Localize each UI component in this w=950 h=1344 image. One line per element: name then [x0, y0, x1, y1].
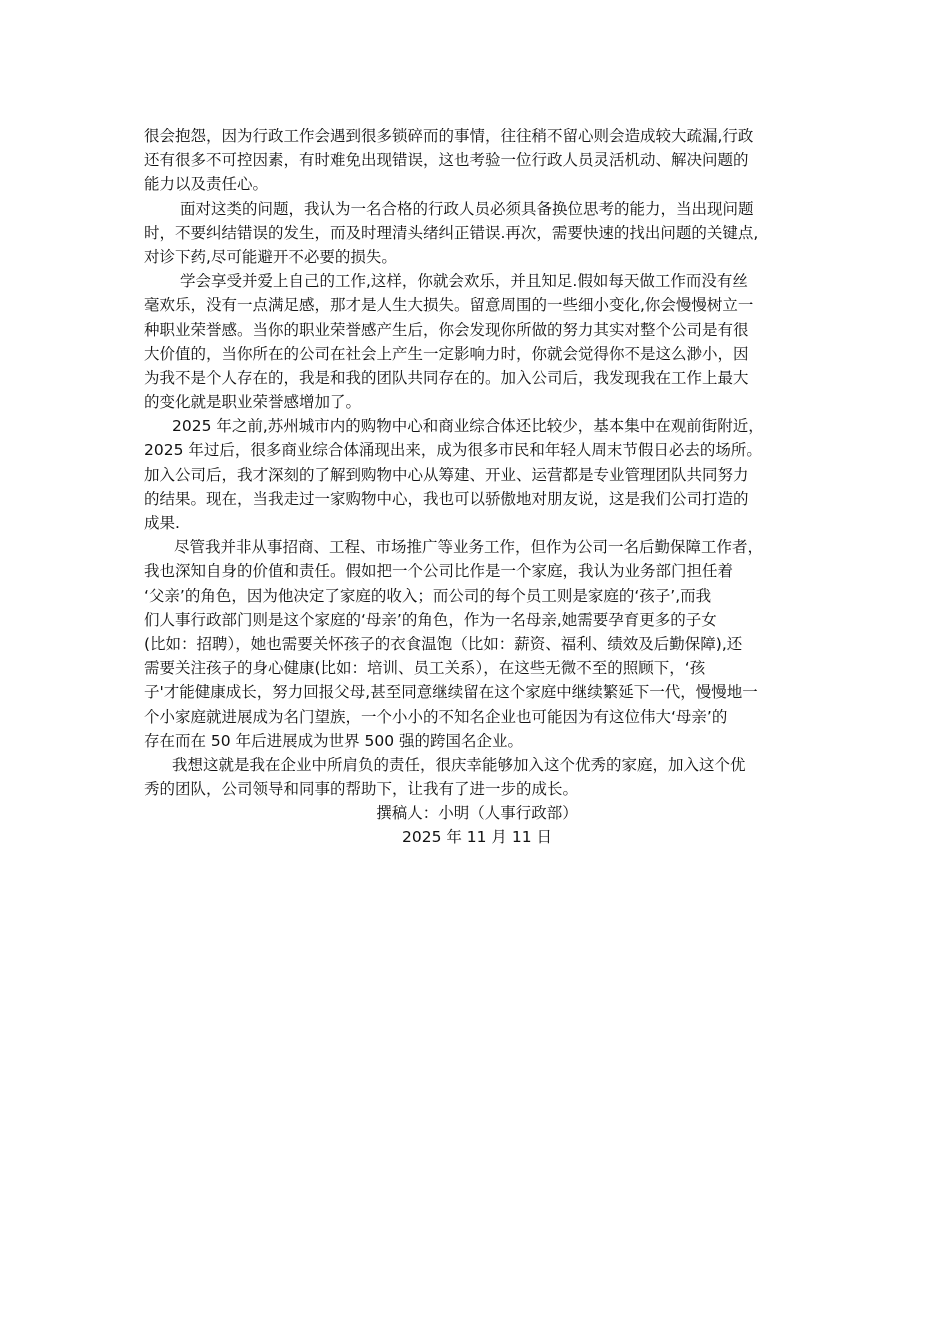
text-line: ‘父亲’的角色，因为他决定了家庭的收入；而公司的每个员工则是家庭的‘孩子’,而我 [144, 586, 712, 605]
text-line: 很会抱怨，因为行政工作会遇到很多锁碎而的事情，往往稍不留心则会造成较大疏漏,行政 [144, 127, 754, 145]
text-line: 个小家庭就进展成为名门望族，一个小小的不知名企业也可能因为有这位伟大‘母亲’的 [144, 707, 728, 726]
paragraph-first-line: 学会享受并爱上自己的工作,这样，你就会欢乐，并且知足.假如每天做工作而没有丝 [180, 272, 748, 291]
text-line: 子'才能健康成长，努力回报父母,甚至同意继续留在这个家庭中继续繁延下一代，慢慢地一 [144, 683, 758, 702]
paragraph-first-line: 我想这就是我在企业中所肩负的责任，很庆幸能够加入这个优秀的家庭，加入这个优 [172, 755, 746, 774]
text-line: 能力以及责任心。 [144, 175, 269, 194]
text-line: 对诊下药,尽可能避开不必要的损失。 [144, 247, 397, 266]
paragraph-first-line: 尽管我并非从事招商、工程、市场推广等业务工作，但作为公司一名后勤保障工作者， [174, 538, 764, 557]
text-line: 时，不要纠结错误的发生，而及时理清头绪纠正错误.再次，需要快速的找出问题的关键点, [144, 223, 759, 242]
paragraph-first-line: 面对这类的问题，我认为一名合格的行政人员必须具备换位思考的能力，当出现问题 [180, 199, 754, 218]
text-line: 的变化就是职业荣誉感增加了。 [144, 393, 362, 412]
text-line: 秀的团队，公司领导和同事的帮助下，让我有了进一步的成长。 [144, 780, 579, 799]
text-line: 我也深知自身的价值和责任。假如把一个公司比作是一个家庭，我认为业务部门担任着 [144, 562, 734, 581]
text-line: 为我不是个人存在的，我是和我的团队共同存在的。加入公司后，我发现我在工作上最大 [144, 368, 749, 387]
text-line: 加入公司后，我才深刻的了解到购物中心从筹建、开业、运营都是专业管理团队共同努力 [144, 465, 749, 484]
author-line: 撰稿人：小明（人事行政部） [376, 804, 578, 823]
text-line: 2025 年过后，很多商业综合体涌现出来，成为很多市民和年轻人周末节假日必去的场所。 [144, 441, 762, 460]
text-line: 的结果。现在，当我走过一家购物中心，我也可以骄傲地对朋友说，这是我们公司打造的 [144, 489, 749, 508]
text-line: 们人事行政部门则是这个家庭的‘母亲’的角色，作为一名母亲,她需要孕育更多的子女 [144, 610, 717, 629]
text-line: (比如：招聘），她也需要关怀孩子的衣食温饱（比如：薪资、福利、绩效及后勤保障),还 [144, 634, 743, 653]
text-line: 需要关注孩子的身心健康(比如：培训、员工关系），在这些无微不至的照顾下，‘孩 [144, 659, 706, 678]
paragraph-first-line: 2025 年之前,苏州城市内的购物中心和商业综合体还比较少，基本集中在观前街附近， [172, 417, 764, 436]
text-line: 存在而在 50 年后进展成为世界 500 强的跨国名企业。 [144, 731, 524, 750]
text-line: 还有很多不可控因素，有时难免出现错误，这也考验一位行政人员灵活机动、解决问题的 [144, 151, 749, 170]
text-line: 毫欢乐，没有一点满足感，那才是人生大损失。留意周围的一些细小变化,你会慢慢树立一 [144, 296, 754, 315]
text-line: 种职业荣誉感。当你的职业荣誉感产生后，你会发现你所做的努力其实对整个公司是有很 [144, 320, 749, 339]
date-line: 2025 年 11 月 11 日 [401, 828, 553, 847]
text-line: 成果. [144, 514, 180, 532]
document-page [144, 124, 810, 850]
text-line: 大价值的，当你所在的公司在社会上产生一定影响力时，你就会觉得你不是这么渺小，因 [144, 344, 749, 363]
